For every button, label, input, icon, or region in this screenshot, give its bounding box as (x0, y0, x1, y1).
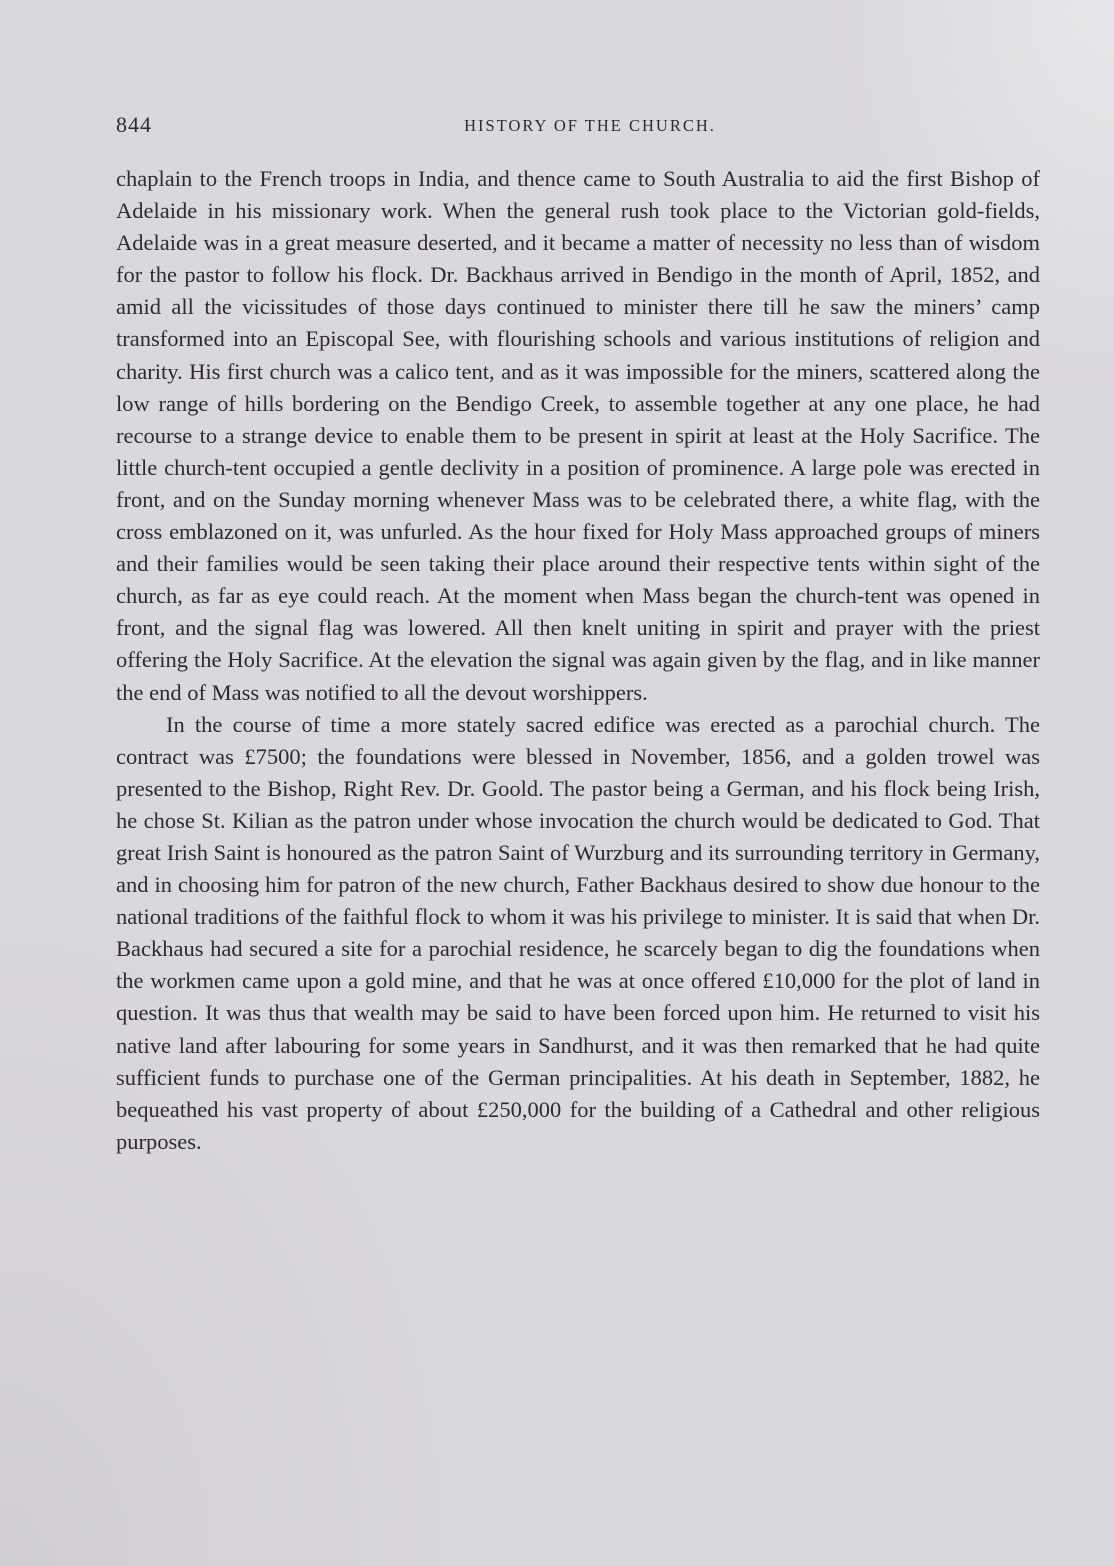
paragraph-continued: chaplain to the French troops in India, and thence came to South Australia to aid the first Bishop of Adelaide in his missionary work. When the general rush took place to the Victorian gold-fields, Adelaide was in a great measure deserted, and it became a matter of necessity no less than of wisdom for the pastor to follow his flock. Dr. Backhaus arrived in Bendigo in the month of April, 1852, and amid all the vicissitudes of those days continued to minister there till he saw the miners’ camp transformed into an Episcopal See, with flourishing schools and various institutions of religion and charity. His first church was a calico tent, and as it was impossible for the miners, scattered along the low range of hills bordering on the Bendigo Creek, to assemble together at any one place, he had recourse to a strange device to enable them to be present in spirit at least at the Holy Sacrifice. The little church-tent occupied a gentle declivity in a position of prominence. A large pole was erected in front, and on the Sunday morning whenever Mass was to be celebrated there, a white flag, with the cross emblazoned on it, was unfurled. As the hour fixed for Holy Mass approached groups of miners and their families would be seen taking their place around their respective tents within sight of the church, as far as eye could reach. At the moment when Mass began the church-tent was opened in front, and the signal flag was lowered. All then knelt uniting in spirit and prayer with the priest offering the Holy Sacrifice. At the elevation the signal was again given by the flag, and in like manner the end of Mass was notified to all the devout worshippers. (116, 166, 1040, 705)
paragraph: In the course of time a more stately sacred edifice was erected as a parochial church. The contract was £7500; the foundations were blessed in November, 1856, and a golden trowel was presented to the Bishop, Right Rev. Dr. Goold. The pastor being a German, and his flock being Irish, he chose St. Kilian as the patron under whose invocation the church would be dedicated to God. That great Irish Saint is honoured as the patron Saint of Wurzburg and its surrounding territory in Germany, and in choosing him for patron of the new church, Father Backhaus desired to show due honour to the national traditions of the faithful flock to whom it was his privilege to minister. It is said that when Dr. Backhaus had secured a site for a parochial residence, he scarcely began to dig the foundations when the workmen came upon a gold mine, and that he was at once offered £10,000 for the plot of land in question. It was thus that wealth may be said to have been forced upon him. He returned to visit his native land after labouring for some years in Sandhurst, and it was then remarked that he had quite sufficient funds to purchase one of the German principalities. At his death in September, 1882, he bequeathed his vast property of about £250,000 for the building of a Cathedral and other religious purposes. (116, 711, 1040, 1154)
page-number: 844 (116, 112, 152, 137)
running-title: HISTORY OF THE CHURCH. (464, 116, 716, 135)
running-head (116, 112, 1044, 140)
body-text (116, 163, 1040, 1158)
